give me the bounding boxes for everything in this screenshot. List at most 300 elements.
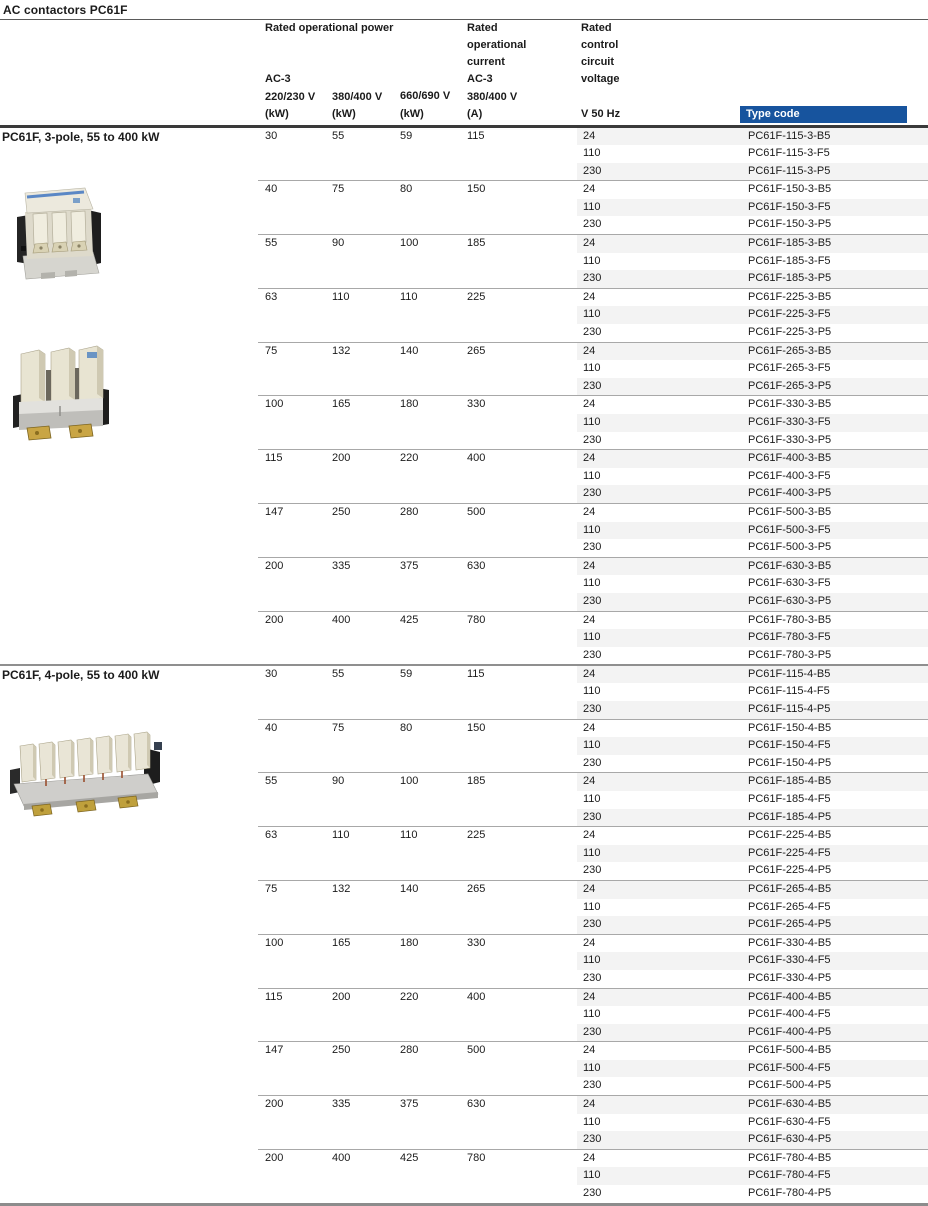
power-220-230-value [258,1077,332,1095]
power-660-690-value: 375 [400,559,419,572]
power-380-400-value: 250 [332,1044,351,1057]
voltage-value: 230 [583,864,602,877]
type-code-value: PC61F-265-3-P5 [740,378,928,396]
section-4pole-title: PC61F, 4-pole, 55 to 400 kW [2,667,160,682]
voltage-value: 24 [583,829,596,842]
header-current-l1: Rated [467,22,498,34]
current-value [467,1077,577,1095]
power-220-230-value [258,270,332,288]
power-660-690-value [400,791,467,809]
power-220-230-value [258,970,332,988]
table-row [258,539,928,557]
power-660-690-value: 180 [400,398,419,411]
type-code-value: PC61F-500-4-F5 [740,1060,928,1078]
power-380-400-value: 110 [332,290,350,303]
current-value: 400 [467,990,486,1003]
table-row [258,593,928,611]
current-value [467,952,577,970]
power-660-690-value [400,593,467,611]
table-row [258,1077,928,1095]
type-code-value: PC61F-780-4-P5 [748,1187,832,1200]
current-value [467,1167,577,1185]
rating-group [258,557,928,611]
power-220-230-value [258,791,332,809]
voltage-value: 110 [577,1060,740,1078]
type-code-value: PC61F-185-3-F5 [748,254,831,267]
power-220-230-value [258,1114,332,1132]
voltage-value: 24 [577,343,740,361]
header-current-voltage: 380/400 V [467,91,518,103]
power-660-690-value: 425 [400,1151,419,1164]
header-current-l3: current [467,56,505,68]
power-660-690-value [400,539,467,557]
power-380-400-value: 200 [332,990,351,1003]
table-row [258,253,928,271]
current-value: 780 [467,1151,486,1164]
power-660-690-value [400,916,467,934]
type-code-value: PC61F-400-3-F5 [748,469,831,482]
table-row [258,791,928,809]
power-660-690-value [400,253,467,271]
type-code-value: PC61F-630-3-P5 [740,593,928,611]
power-380-400-value [332,791,400,809]
power-220-230-value: 63 [265,829,278,842]
power-380-400-value [332,145,400,163]
voltage-value: 230 [583,326,602,339]
power-220-230-value [258,163,332,181]
power-220-230-value: 75 [265,344,278,357]
power-660-690-value [400,575,467,593]
voltage-value: 230 [577,485,740,503]
power-660-690-value [400,862,467,880]
type-code-value: PC61F-500-4-P5 [748,1079,832,1092]
type-code-value: PC61F-500-3-P5 [748,541,832,554]
voltage-value: 24 [583,398,596,411]
type-code-value: PC61F-225-3-F5 [740,306,928,324]
type-code-value: PC61F-780-4-F5 [740,1167,928,1185]
power-220-230-value [258,216,332,234]
power-220-230-value [258,683,332,701]
type-code-value: PC61F-265-3-F5 [748,362,831,375]
power-660-690-value: 280 [400,505,419,518]
type-code-value: PC61F-115-3-P5 [740,163,928,181]
power-380-400-value [332,253,400,271]
current-value [467,1006,577,1024]
power-380-400-value [332,701,400,719]
table-row [258,378,928,396]
voltage-value: 24 [583,613,596,626]
power-220-230-value [258,378,332,396]
type-code-value: PC61F-115-4-F5 [748,685,830,698]
power-380-400-value: 400 [332,1151,351,1164]
power-380-400-value: 132 [332,344,351,357]
power-380-400-value: 55 [332,129,345,142]
voltage-value: 24 [583,936,596,949]
type-code-value: PC61F-185-3-P5 [740,270,928,288]
power-380-400-value [332,1077,400,1095]
rating-group [258,666,928,719]
type-code-value: PC61F-150-4-F5 [740,737,928,755]
voltage-value: 110 [583,900,601,913]
current-value [467,199,577,217]
power-220-230-value: 115 [265,452,283,465]
type-code-value: PC61F-500-4-B5 [748,1044,832,1057]
current-value: 150 [467,721,486,734]
current-value [467,916,577,934]
power-220-230-value [258,737,332,755]
power-220-230-value [258,306,332,324]
section-4pole [0,666,928,1203]
voltage-value: 110 [577,199,740,217]
power-660-690-value [400,845,467,863]
type-code-value: PC61F-400-4-P5 [740,1024,928,1042]
power-380-400-value [332,899,400,917]
power-660-690-value: 180 [400,936,419,949]
table-row [258,181,928,199]
power-660-690-value: 80 [400,183,413,196]
type-code-value: PC61F-400-4-B5 [740,989,928,1007]
table-row [258,989,928,1007]
rating-group [258,288,928,342]
power-660-690-value: 110 [400,290,418,303]
type-code-value: PC61F-330-4-F5 [740,952,928,970]
power-380-400-value: 250 [332,505,351,518]
voltage-value: 24 [583,721,596,734]
power-660-690-value [400,737,467,755]
power-660-690-value: 375 [400,1098,419,1111]
current-value: 115 [467,129,485,142]
table-row [258,701,928,719]
power-380-400-value [332,414,400,432]
voltage-value: 230 [583,1079,602,1092]
power-380-400-value [332,809,400,827]
power-220-230-value: 200 [265,613,284,626]
power-220-230-value [258,1024,332,1042]
voltage-value: 110 [577,414,740,432]
voltage-value: 24 [577,773,740,791]
power-660-690-value: 100 [400,775,419,788]
power-660-690-value: 110 [400,829,418,842]
current-value [467,575,577,593]
type-code-value: PC61F-225-3-P5 [748,326,832,339]
type-code-value: PC61F-150-3-B5 [748,183,832,196]
type-code-value: PC61F-780-3-B5 [748,613,832,626]
power-380-400-value [332,324,400,342]
current-value [467,522,577,540]
power-220-230-value [258,593,332,611]
power-660-690-value [400,629,467,647]
type-code-value: PC61F-630-4-B5 [740,1096,928,1114]
voltage-value: 110 [577,1167,740,1185]
voltage-value: 230 [577,163,740,181]
power-380-400-value [332,468,400,486]
type-code-value: PC61F-330-3-P5 [748,433,832,446]
power-660-690-value: 425 [400,613,419,626]
voltage-value: 110 [583,1008,601,1021]
power-220-230-value: 115 [265,990,283,1003]
power-380-400-value [332,199,400,217]
rating-group [258,449,928,503]
power-660-690-value [400,324,467,342]
table-row [258,468,928,486]
table-row [258,720,928,738]
power-220-230-value [258,1185,332,1203]
voltage-value: 230 [577,1131,740,1149]
table-row [258,612,928,630]
header-control-l1: Rated [581,22,612,34]
power-380-400-value [332,862,400,880]
power-380-400-value [332,432,400,450]
power-220-230-value: 100 [265,398,284,411]
power-220-230-value [258,468,332,486]
power-380-400-value: 335 [332,1098,351,1111]
header-voltage-660-690: 660/690 V [400,90,451,102]
voltage-value: 230 [583,433,602,446]
type-code-value: PC61F-330-4-P5 [748,971,832,984]
type-code-value: PC61F-400-3-P5 [740,485,928,503]
voltage-value: 24 [583,1151,596,1164]
type-code-value: PC61F-780-4-B5 [748,1151,832,1164]
table-row [258,1006,928,1024]
power-220-230-value [258,485,332,503]
current-value: 265 [467,344,486,357]
current-value [467,1185,577,1203]
table-row [258,235,928,253]
power-220-230-value [258,1006,332,1024]
power-220-230-value [258,432,332,450]
current-value: 185 [467,237,486,250]
type-code-value: PC61F-330-3-B5 [748,398,832,411]
current-value: 115 [467,667,485,680]
type-code-value: PC61F-150-3-P5 [748,218,832,231]
power-660-690-value [400,647,467,665]
current-value [467,629,577,647]
power-660-690-value [400,952,467,970]
current-value: 225 [467,829,486,842]
table-row [258,809,928,827]
power-380-400-value [332,1167,400,1185]
voltage-value: 24 [583,505,596,518]
power-220-230-value: 30 [265,667,278,680]
table-row [258,324,928,342]
power-220-230-value: 63 [265,290,278,303]
type-code-value: PC61F-185-4-B5 [740,773,928,791]
power-660-690-value [400,485,467,503]
voltage-value: 230 [583,971,602,984]
table-row [258,881,928,899]
product-photo-3pole-angled [13,184,105,286]
table-row [258,1185,928,1203]
header-unit-kw-1: (kW) [265,108,289,120]
power-220-230-value: 147 [265,1044,284,1057]
power-660-690-value: 140 [400,882,419,895]
current-value [467,593,577,611]
rating-group [258,1149,928,1203]
power-220-230-value: 200 [265,1151,284,1164]
current-value: 630 [467,559,486,572]
voltage-value: 230 [577,701,740,719]
current-value [467,755,577,773]
current-value: 630 [467,1098,486,1111]
rating-group [258,128,928,181]
power-660-690-value: 80 [400,721,413,734]
section-4pole-side [0,666,258,1203]
power-380-400-value [332,629,400,647]
power-220-230-value: 40 [265,721,278,734]
power-220-230-value [258,845,332,863]
table-row [258,522,928,540]
table-bottom-border [0,1203,928,1206]
type-code-value: PC61F-265-4-P5 [740,916,928,934]
power-220-230-value: 200 [265,559,284,572]
type-code-value: PC61F-185-3-B5 [740,235,928,253]
power-380-400-value [332,360,400,378]
table-row [258,145,928,163]
voltage-value: 230 [577,378,740,396]
header-current-l2: operational [467,39,527,51]
power-380-400-value [332,306,400,324]
type-code-value: PC61F-630-4-P5 [740,1131,928,1149]
voltage-value: 24 [583,1044,596,1057]
power-220-230-value [258,647,332,665]
power-380-400-value [332,1006,400,1024]
power-380-400-value [332,216,400,234]
type-code-value: PC61F-115-4-B5 [740,666,928,684]
table-row [258,916,928,934]
table-row [258,414,928,432]
current-value: 400 [467,452,486,465]
table-row [258,737,928,755]
type-code-value: PC61F-115-3-B5 [740,128,928,146]
power-660-690-value [400,683,467,701]
header-control-l2: control [581,39,619,51]
current-value: 780 [467,613,486,626]
power-380-400-value [332,845,400,863]
power-660-690-value [400,1114,467,1132]
type-code-value: PC61F-330-3-F5 [740,414,928,432]
current-value [467,1060,577,1078]
power-660-690-value [400,145,467,163]
current-value [467,253,577,271]
section-3pole-side [0,128,258,665]
table-row [258,845,928,863]
product-photo-3pole-front [13,340,110,448]
voltage-value: 24 [583,183,596,196]
power-660-690-value [400,1167,467,1185]
type-code-value: PC61F-265-3-B5 [740,343,928,361]
power-660-690-value [400,360,467,378]
power-660-690-value: 100 [400,237,419,250]
power-660-690-value [400,468,467,486]
type-code-value: PC61F-500-3-B5 [748,505,832,518]
current-value: 150 [467,183,486,196]
current-value [467,683,577,701]
rating-group [258,880,928,934]
table-row [258,952,928,970]
power-220-230-value: 147 [265,505,284,518]
power-220-230-value [258,324,332,342]
power-380-400-value [332,683,400,701]
voltage-value: 110 [583,792,601,805]
power-380-400-value [332,916,400,934]
table-row [258,1024,928,1042]
type-code-value: PC61F-780-3-F5 [740,629,928,647]
current-value [467,539,577,557]
power-220-230-value: 40 [265,183,278,196]
current-value [467,791,577,809]
power-220-230-value: 55 [265,775,278,788]
voltage-value: 230 [583,648,602,661]
power-220-230-value [258,360,332,378]
type-code-value: PC61F-150-3-F5 [740,199,928,217]
power-220-230-value: 30 [265,129,278,142]
type-code-value: PC61F-265-4-B5 [740,881,928,899]
power-220-230-value [258,575,332,593]
power-660-690-value [400,378,467,396]
current-value [467,324,577,342]
current-value [467,970,577,988]
power-660-690-value [400,1006,467,1024]
power-380-400-value [332,378,400,396]
power-660-690-value [400,216,467,234]
voltage-value: 24 [577,881,740,899]
power-220-230-value [258,899,332,917]
rating-group [258,342,928,396]
section-3pole [0,128,928,665]
type-code-value: PC61F-500-3-F5 [740,522,928,540]
table-row [258,862,928,880]
table-row [258,935,928,953]
current-value [467,145,577,163]
header-voltage-220-230: 220/230 V [265,91,316,103]
voltage-value: 230 [577,1024,740,1042]
table-row [258,647,928,665]
current-value [467,306,577,324]
power-220-230-value: 200 [265,1098,284,1111]
current-value [467,647,577,665]
power-660-690-value: 280 [400,1044,419,1057]
power-380-400-value [332,270,400,288]
table-row [258,683,928,701]
rating-group [258,934,928,988]
table-row [258,504,928,522]
current-value: 265 [467,882,486,895]
table-row [258,1167,928,1185]
voltage-value: 110 [577,952,740,970]
table-row [258,199,928,217]
power-220-230-value [258,862,332,880]
current-value [467,360,577,378]
power-660-690-value: 140 [400,344,419,357]
table-row [258,666,928,684]
table-row [258,827,928,845]
power-660-690-value [400,306,467,324]
page-title: AC contactors PC61F [3,3,128,17]
type-code-value: PC61F-630-4-F5 [748,1115,831,1128]
current-value: 185 [467,775,486,788]
type-code-value: PC61F-780-3-P5 [748,648,832,661]
power-660-690-value [400,1077,467,1095]
table-row [258,1042,928,1060]
current-value [467,432,577,450]
power-220-230-value [258,539,332,557]
rating-group [258,1041,928,1095]
voltage-value: 110 [583,685,601,698]
type-code-value: PC61F-115-4-P5 [740,701,928,719]
voltage-value: 110 [583,1115,601,1128]
power-220-230-value: 100 [265,936,284,949]
power-380-400-value [332,647,400,665]
